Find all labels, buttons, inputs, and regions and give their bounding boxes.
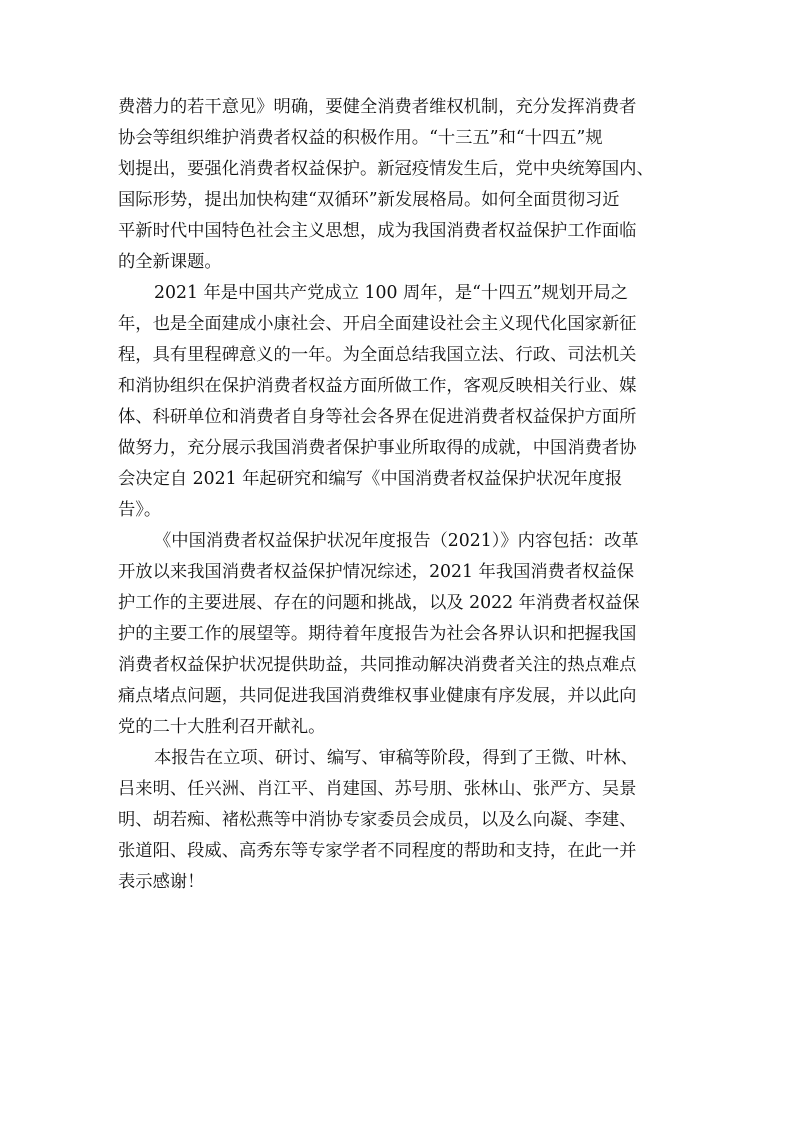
paragraph-line: 的全新课题。 [118,252,222,272]
paragraph-1 [118,92,690,278]
paragraph-line: 痛点堵点问题，共同促进我国消费维权事业健康有序发展，并以此向 [118,686,637,706]
paragraph-line: 划提出，要强化消费者权益保护。新冠疫情发生后，党中央统筹国内、 [118,159,654,179]
paragraph-line: 协会等组织维护消费者权益的积极作用。“十三五”和“十四五”规 [118,128,603,148]
paragraph-line: 本报告在立项、研讨、编写、审稿等阶段，得到了王微、叶林、 [154,748,638,768]
paragraph-line: 吕来明、任兴洲、肖江平、肖建国、苏号朋、张林山、张严方、吴景 [118,779,637,799]
paragraph-line: 开放以来我国消费者权益保护情况综述，2021 年我国消费者权益保 [118,562,635,582]
paragraph-line: 护的主要工作的展望等。期待着年度报告为社会各界认识和把握我国 [118,624,637,644]
document-body [118,92,690,898]
paragraph-line: 表示感谢！ [118,872,205,892]
paragraph-line: 体、科研单位和消费者自身等社会各界在促进消费者权益保护方面所 [118,407,637,427]
paragraph-line: 明、胡若痴、褚松燕等中消协专家委员会成员，以及么向凝、李建、 [118,810,637,830]
paragraph-line: 护工作的主要进展、存在的问题和挑战，以及 2022 年消费者权益保 [118,593,640,613]
paragraph-line: 张道阳、段威、高秀东等专家学者不同程度的帮助和支持，在此一并 [118,841,637,861]
paragraph-line: 会决定自 2021 年起研究和编写《中国消费者权益保护状况年度报 [118,469,623,489]
paragraph-line: 费潜力的若干意见》明确，要健全消费者维权机制，充分发挥消费者 [118,97,637,117]
paragraph-line: 程，具有里程碑意义的一年。为全面总结我国立法、行政、司法机关 [118,345,637,365]
paragraph-line: 做努力，充分展示我国消费者保护事业所取得的成就，中国消费者协 [118,438,637,458]
paragraph-2 [118,278,690,526]
paragraph-line: 和消协组织在保护消费者权益方面所做工作，客观反映相关行业、媒 [118,376,637,396]
paragraph-line: 告》。 [118,500,162,520]
paragraph-3 [118,526,690,743]
paragraph-line: 2021 年是中国共产党成立 100 周年，是“十四五”规划开局之 [154,283,629,303]
paragraph-4 [118,743,690,898]
paragraph-line: 年，也是全面建成小康社会、开启全面建设社会主义现代化国家新征 [118,314,637,334]
paragraph-line: 平新时代中国特色社会主义思想，成为我国消费者权益保护工作面临 [118,221,637,241]
paragraph-line: 国际形势，提出加快构建“双循环”新发展格局。如何全面贯彻习近 [118,190,620,210]
paragraph-line: 消费者权益保护状况提供助益，共同推动解决消费者关注的热点难点 [118,655,637,675]
paragraph-line: 党的二十大胜利召开献礼。 [118,717,326,737]
paragraph-line: 《中国消费者权益保护状况年度报告（2021）》内容包括：改革 [154,531,639,551]
